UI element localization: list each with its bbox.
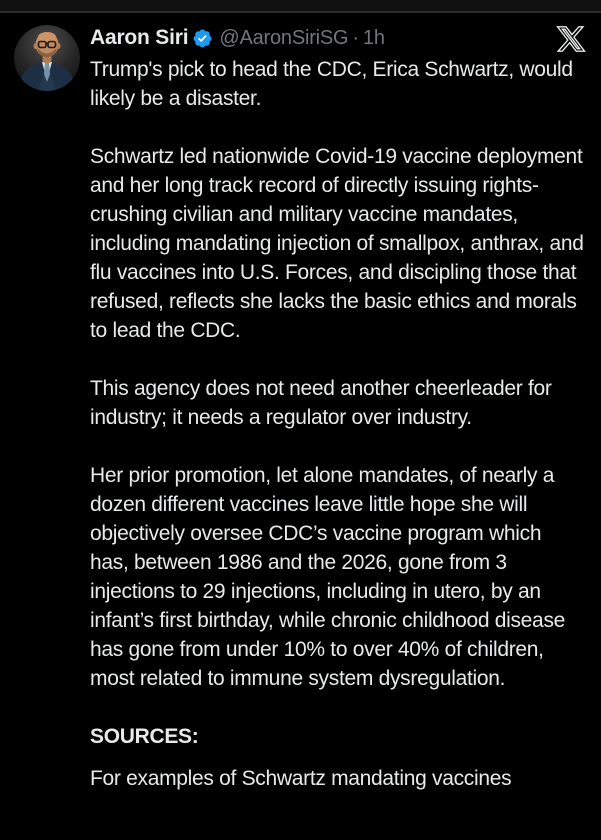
tweet-text xyxy=(90,55,585,793)
tweet-card xyxy=(0,13,601,793)
tweet-header[interactable] xyxy=(90,25,585,51)
tweet-paragraph-4: Her prior promotion, let alone mandates, of nearly a dozen different vaccines leave little hope she will objectively oversee CDC’s vaccine program which has, between 1986 and the 2026, gone from 3 injections to 29 injections, including in utero, by an infant’s first birthday, while chronic childhood disease has gone from under 10% to over 40% of children, most related to immune system dysregulation. xyxy=(90,464,566,690)
tweet-partial-line: For examples of Schwartz mandating vaccines xyxy=(90,767,512,790)
avatar-column xyxy=(14,25,80,793)
verified-badge-icon xyxy=(192,28,213,49)
top-strip xyxy=(0,0,601,13)
sources-heading: SOURCES: xyxy=(90,725,199,748)
tweet-paragraph-2: Schwartz led nationwide Covid-19 vaccine deployment and her long track record of directly issuing rights-crushing civilian and military vaccine mandates, including mandating injection of smallpox, anthrax, and flu vaccines into U.S. Forces, and discipling those that refused, reflects she lacks the basic ethics and morals to lead the CDC. xyxy=(90,145,584,342)
handle-group xyxy=(219,27,384,50)
tweet-paragraph-3: This agency does not need another cheerleader for industry; it needs a regulator over industry. xyxy=(90,377,552,429)
timestamp: 1h xyxy=(362,26,385,49)
avatar[interactable] xyxy=(14,25,80,91)
handle: @AaronSiriSG xyxy=(219,26,349,49)
separator-dot: · xyxy=(352,26,359,49)
tweet-content xyxy=(90,25,585,793)
x-logo-icon[interactable] xyxy=(556,24,586,54)
tweet-paragraph-1: Trump's pick to head the CDC, Erica Schwartz, would likely be a disaster. xyxy=(90,58,573,110)
display-name: Aaron Siri xyxy=(90,26,189,49)
profile-photo xyxy=(14,25,80,91)
